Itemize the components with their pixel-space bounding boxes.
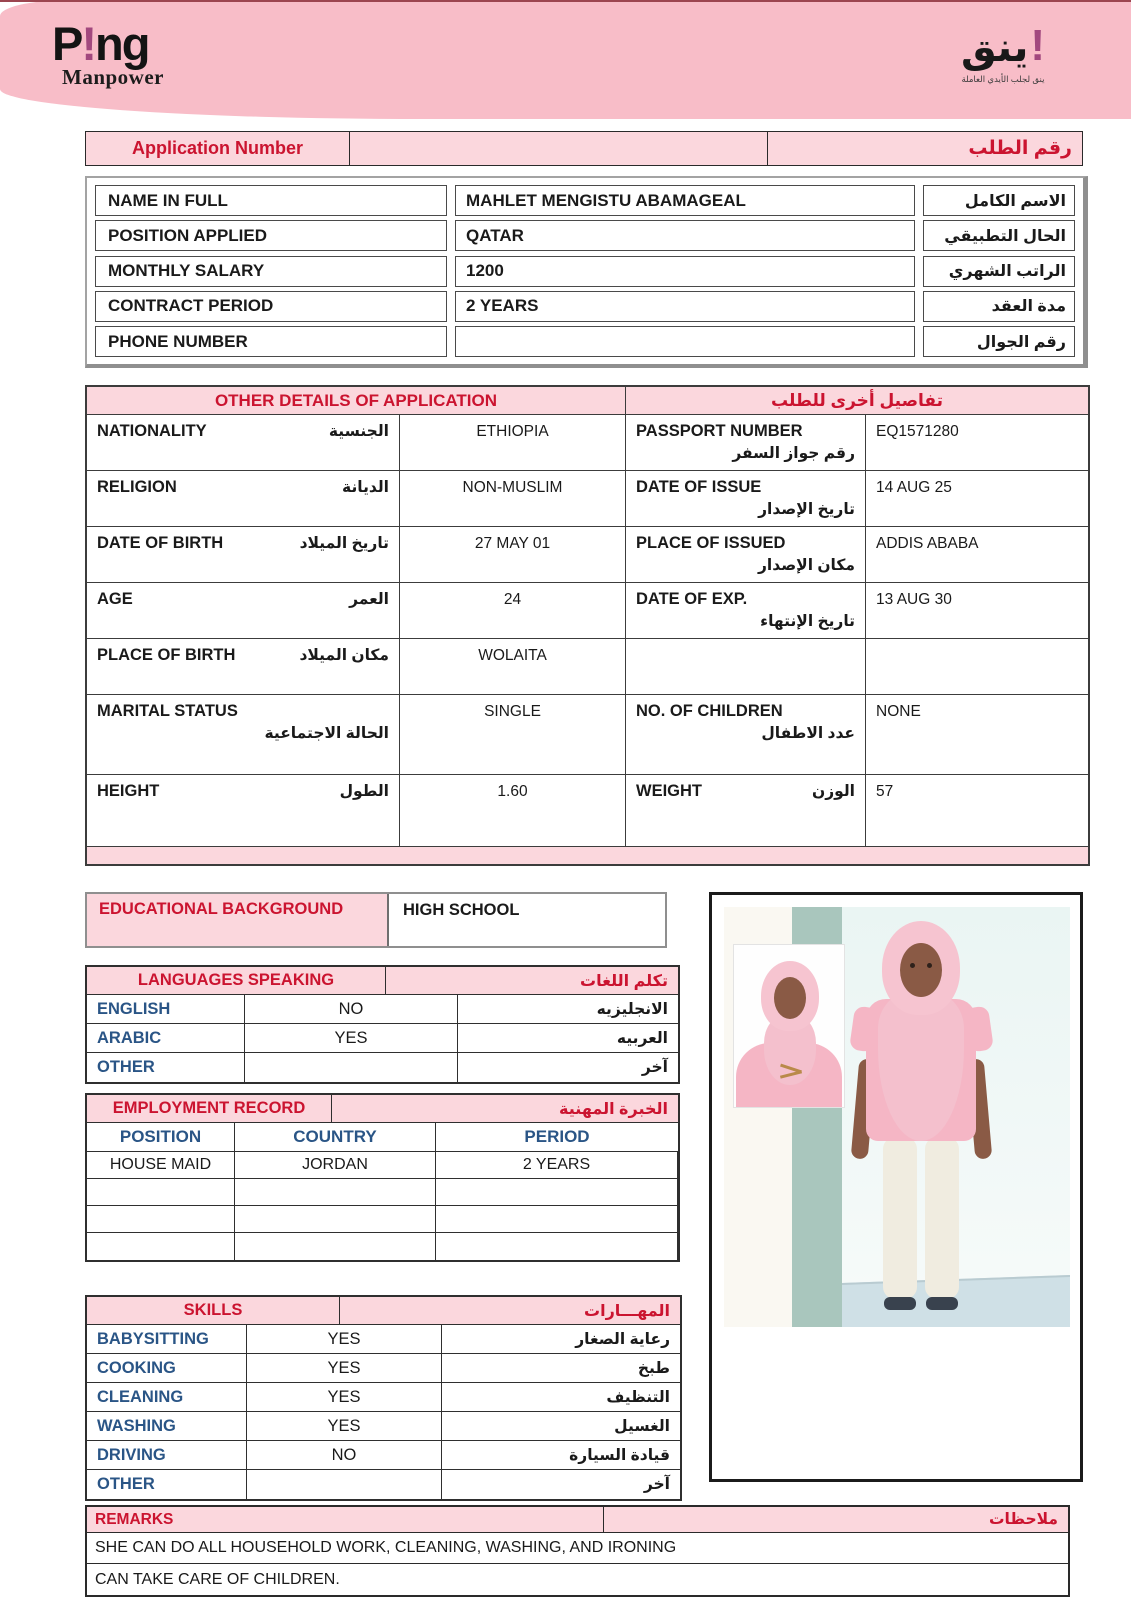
field-value: ETHIOPIA: [400, 415, 626, 471]
remarks-line: SHE CAN DO ALL HOUSEHOLD WORK, CLEANING, WASHING, AND IRONING: [87, 1533, 1068, 1564]
field-label: PHONE NUMBER: [95, 326, 447, 357]
languages-header-en: LANGUAGES SPEAKING: [87, 967, 386, 994]
employment-position: [87, 1233, 235, 1260]
skill-value: NO: [247, 1441, 442, 1469]
field-value: 57: [866, 775, 1088, 847]
skill-label-ar: طبخ: [637, 1359, 670, 1377]
field-label: PASSPORT NUMBER رقم جواز السفر: [626, 415, 866, 471]
table-row: [87, 1053, 678, 1082]
employment-position: [87, 1206, 235, 1232]
field-label: POSITION APPLIED: [95, 220, 447, 251]
language-label-ar: العربيه: [616, 1029, 668, 1047]
field-label: NO. OF CHILDREN عدد الاطفال: [626, 695, 866, 775]
field-label: NAME IN FULL: [95, 185, 447, 216]
table-row: [87, 995, 678, 1024]
figure-sandal: [884, 1297, 916, 1310]
ping-logo-exclamation: !: [81, 17, 96, 70]
field-value: [866, 639, 1088, 695]
field-label: NATIONALITY الجنسية: [87, 415, 400, 471]
field-value: NONE: [866, 695, 1088, 775]
application-number-value-cell: [350, 132, 768, 165]
field-value: 1.60: [400, 775, 626, 847]
skill-value: YES: [247, 1325, 442, 1353]
field-value: 2 YEARS: [455, 291, 915, 322]
remarks-line: CAN TAKE CARE OF CHILDREN.: [95, 1570, 340, 1588]
figure-eye: [910, 963, 915, 968]
table-row: [87, 1152, 678, 1179]
language-value: NO: [245, 995, 458, 1023]
skills-header: [87, 1297, 680, 1325]
column-header: PERIOD: [524, 1127, 590, 1146]
field-label: RELIGION الديانة: [87, 471, 400, 527]
table-row: [95, 291, 1075, 322]
field-label: MONTHLY SALARY: [95, 256, 447, 287]
employment-country: [235, 1233, 436, 1260]
field-value: 1200: [455, 256, 915, 287]
skill-label-ar: قيادة السيارة: [569, 1446, 670, 1464]
languages-header: [87, 967, 678, 995]
language-label: OTHER: [87, 1053, 245, 1082]
table-row: [87, 1206, 678, 1233]
ping-logo-arabic-wordmark: ينق !: [960, 21, 1045, 70]
skill-value: YES: [247, 1354, 442, 1382]
applicant-photo-content: [724, 907, 1070, 1327]
employment-period: [436, 1233, 678, 1260]
skill-value: YES: [247, 1383, 442, 1411]
remarks-section: [85, 1505, 1070, 1597]
table-row: [87, 1383, 680, 1412]
skill-label: CLEANING: [87, 1383, 247, 1411]
field-value: ADDIS ABABA: [866, 527, 1088, 583]
top-accent-line: [0, 0, 1131, 2]
field-label: DATE OF BIRTH تاريخ الميلاد: [87, 527, 400, 583]
skills-header-ar: المهـــارات: [584, 1302, 670, 1320]
application-number-label-ar: رقم الطلب: [968, 138, 1072, 159]
other-details-header-ar: تفاصيل أخرى للطلب: [626, 387, 1088, 415]
field-label-ar: مدة العقد: [923, 291, 1075, 322]
field-value: 27 MAY 01: [400, 527, 626, 583]
language-label: ENGLISH: [87, 995, 245, 1023]
field-value: 24: [400, 583, 626, 639]
language-value: YES: [245, 1024, 458, 1052]
application-number-label: Application Number: [86, 132, 350, 165]
table-row: [87, 1233, 678, 1260]
arabic-logo-exclamation: !: [1030, 21, 1045, 70]
passport-photo-inset: [734, 945, 844, 1107]
field-label: WEIGHT الوزن: [626, 775, 866, 847]
field-value: WOLAITA: [400, 639, 626, 695]
field-label: CONTRACT PERIOD: [95, 291, 447, 322]
remarks-header: [87, 1507, 1068, 1533]
table-row: [87, 1024, 678, 1053]
table-row: [95, 220, 1075, 251]
table-row: [95, 256, 1075, 287]
employment-period: 2 YEARS: [436, 1152, 678, 1178]
field-label-ar: الاسم الكامل: [923, 185, 1075, 216]
skills-header-en: SKILLS: [87, 1297, 340, 1324]
employment-position: [87, 1179, 235, 1205]
field-label-ar: رقم الجوال: [923, 326, 1075, 357]
applicant-photo: [709, 892, 1083, 1482]
employment-country: [235, 1206, 436, 1232]
field-label-ar: الراتب الشهري: [923, 256, 1075, 287]
employment-record-table: [85, 1093, 680, 1262]
field-label: DATE OF EXP. تاريخ الإنتهاء: [626, 583, 866, 639]
skill-label-ar: آخر: [643, 1476, 670, 1493]
skill-label: WASHING: [87, 1412, 247, 1440]
arabic-logo-tagline: ينق لجلب الأيدي العاملة: [961, 74, 1045, 84]
skill-label: OTHER: [87, 1470, 247, 1499]
skill-value: YES: [247, 1412, 442, 1440]
employment-country: JORDAN: [235, 1152, 436, 1178]
table-row: [87, 1441, 680, 1470]
table-row: [87, 1354, 680, 1383]
figure-sandal: [926, 1297, 958, 1310]
field-value: QATAR: [455, 220, 915, 251]
education-label: EDUCATIONAL BACKGROUND: [87, 894, 389, 946]
field-value: [455, 326, 915, 357]
language-label: ARABIC: [87, 1024, 245, 1052]
table-row: [95, 185, 1075, 216]
table-row: [87, 1179, 678, 1206]
field-label: HEIGHT الطول: [87, 775, 400, 847]
languages-table: [85, 965, 680, 1084]
figure-leg: [883, 1137, 917, 1299]
remarks-header-en: REMARKS: [87, 1507, 604, 1532]
field-value: MAHLET MENGISTU ABAMAGEAL: [455, 185, 915, 216]
employment-header: [87, 1095, 678, 1123]
field-value: EQ1571280: [866, 415, 1088, 471]
skill-label-ar: رعاية الصغار: [575, 1330, 670, 1348]
table-row: [87, 1325, 680, 1354]
employment-position: HOUSE MAID: [87, 1152, 235, 1178]
language-label-ar: آخر: [641, 1059, 668, 1076]
skill-label-ar: التنظيف: [606, 1388, 670, 1406]
skill-label: DRIVING: [87, 1441, 247, 1469]
other-details-table: [85, 385, 1090, 866]
employment-period: [436, 1206, 678, 1232]
field-label: PLACE OF BIRTH مكان الميلاد: [87, 639, 400, 695]
languages-header-ar: تكلم اللغات: [580, 972, 668, 990]
education-value: HIGH SCHOOL: [403, 901, 520, 919]
application-number-row: [85, 131, 1083, 166]
language-value: [245, 1053, 458, 1082]
other-details-header-en: OTHER DETAILS OF APPLICATION: [87, 387, 626, 415]
ping-logo-manpower: Manpower: [62, 65, 164, 89]
field-label: AGE العمر: [87, 583, 400, 639]
field-value: 13 AUG 30: [866, 583, 1088, 639]
table-footer-strip: [87, 847, 1088, 864]
field-label: [626, 639, 866, 695]
skill-label: COOKING: [87, 1354, 247, 1382]
ping-logo-wordmark: P!ng: [52, 17, 149, 70]
employment-header-ar: الخبرة المهنية: [559, 1100, 668, 1118]
table-row: [95, 326, 1075, 357]
column-header: COUNTRY: [235, 1123, 436, 1151]
figure-leg: [925, 1137, 959, 1299]
field-value: SINGLE: [400, 695, 626, 775]
field-label: DATE OF ISSUE تاريخ الإصدار: [626, 471, 866, 527]
remarks-header-ar: ملاحظات: [988, 1511, 1058, 1528]
employment-period: [436, 1179, 678, 1205]
field-label: PLACE OF ISSUED مكان الإصدار: [626, 527, 866, 583]
inset-face: [774, 977, 806, 1019]
skills-table: [85, 1295, 682, 1501]
figure-face: [900, 943, 942, 997]
table-row: [87, 1470, 680, 1499]
education-section: [85, 892, 667, 948]
column-header: POSITION: [87, 1123, 235, 1151]
employment-header-en: EMPLOYMENT RECORD: [87, 1095, 332, 1122]
skill-label: BABYSITTING: [87, 1325, 247, 1353]
applicant-info-table: [85, 176, 1088, 368]
field-value: 14 AUG 25: [866, 471, 1088, 527]
table-row: [87, 1412, 680, 1441]
skill-value: [247, 1470, 442, 1499]
field-label-ar: الحال التطبيقي: [923, 220, 1075, 251]
ping-logo-arabic: [960, 21, 1045, 85]
employment-column-headers: [87, 1123, 678, 1152]
ping-logo: [52, 17, 164, 90]
figure-eye: [927, 963, 932, 968]
language-label-ar: الانجليزيه: [596, 1000, 668, 1018]
field-value: NON-MUSLIM: [400, 471, 626, 527]
skill-label-ar: الغسيل: [614, 1417, 670, 1435]
employment-country: [235, 1179, 436, 1205]
field-label: MARITAL STATUS الحالة الاجتماعية: [87, 695, 400, 775]
